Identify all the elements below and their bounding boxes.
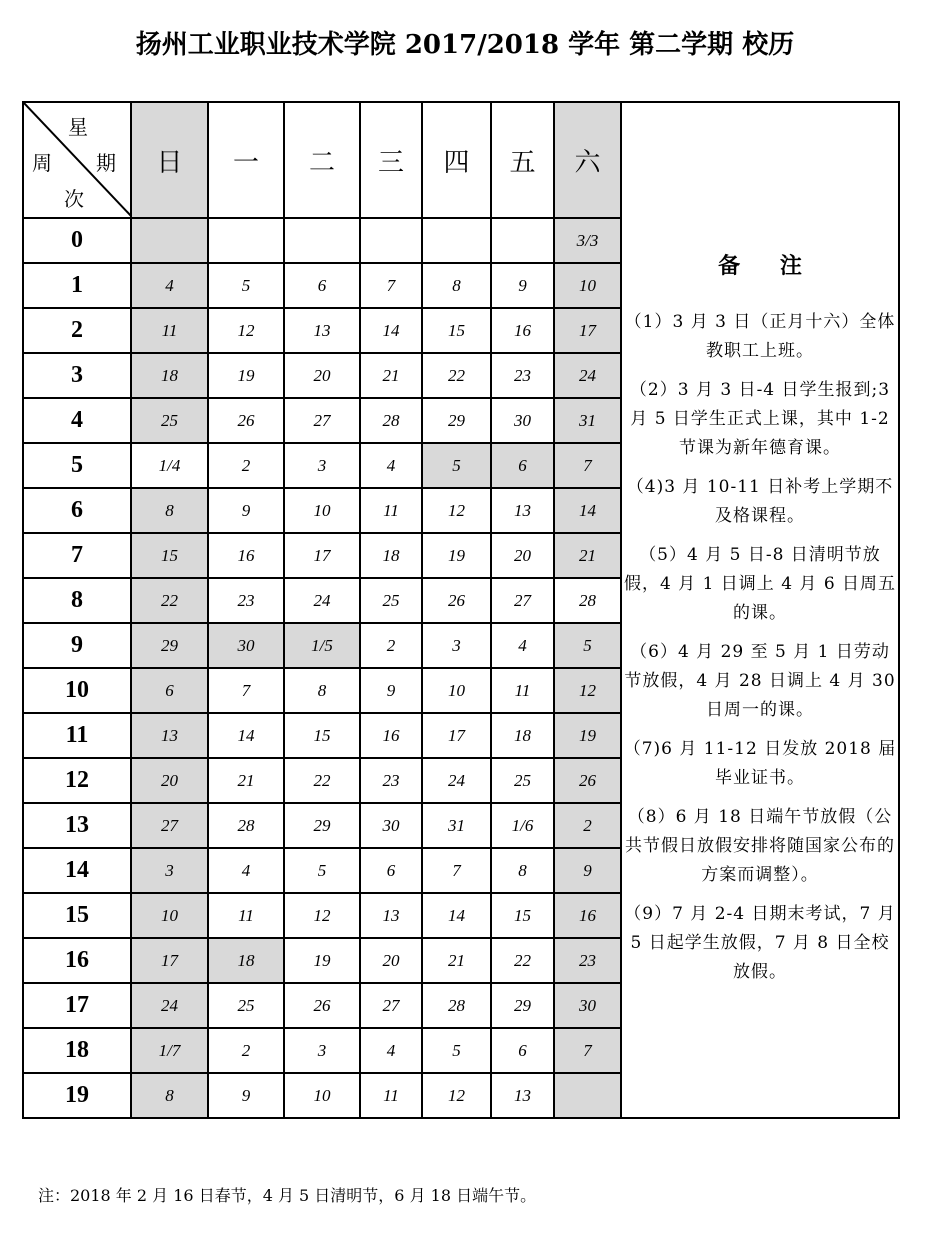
date-cell-mon: 23 bbox=[208, 578, 284, 623]
date-cell-sun: 8 bbox=[131, 1073, 208, 1118]
date-cell-fri: 8 bbox=[491, 848, 554, 893]
date-cell-sat: 16 bbox=[554, 893, 621, 938]
date-cell-sun bbox=[131, 218, 208, 263]
date-cell-wed: 2 bbox=[360, 623, 422, 668]
date-cell-mon: 2 bbox=[208, 443, 284, 488]
date-cell-tue: 5 bbox=[284, 848, 360, 893]
date-cell-sun: 6 bbox=[131, 668, 208, 713]
date-cell-sun: 1/4 bbox=[131, 443, 208, 488]
date-cell-sat: 7 bbox=[554, 1028, 621, 1073]
date-cell-wed: 6 bbox=[360, 848, 422, 893]
date-cell-fri bbox=[491, 218, 554, 263]
date-cell-wed: 11 bbox=[360, 488, 422, 533]
week-number-cell: 5 bbox=[23, 443, 131, 488]
date-cell-sun: 8 bbox=[131, 488, 208, 533]
date-cell-sat: 30 bbox=[554, 983, 621, 1028]
date-cell-tue: 12 bbox=[284, 893, 360, 938]
date-cell-sat: 24 bbox=[554, 353, 621, 398]
date-cell-sun: 10 bbox=[131, 893, 208, 938]
date-cell-mon: 25 bbox=[208, 983, 284, 1028]
date-cell-sun: 25 bbox=[131, 398, 208, 443]
date-cell-fri: 6 bbox=[491, 443, 554, 488]
date-cell-thu: 22 bbox=[422, 353, 491, 398]
date-cell-sun: 1/7 bbox=[131, 1028, 208, 1073]
date-cell-thu: 17 bbox=[422, 713, 491, 758]
week-number-cell: 14 bbox=[23, 848, 131, 893]
date-cell-mon bbox=[208, 218, 284, 263]
date-cell-wed: 11 bbox=[360, 1073, 422, 1118]
date-cell-mon: 21 bbox=[208, 758, 284, 803]
date-cell-wed: 13 bbox=[360, 893, 422, 938]
week-number-cell: 3 bbox=[23, 353, 131, 398]
date-cell-tue: 10 bbox=[284, 488, 360, 533]
date-cell-mon: 7 bbox=[208, 668, 284, 713]
note-item: （9）7 月 2-4 日期末考试，7 月 5 日起学生放假，7 月 8 日全校放假。 bbox=[624, 904, 896, 982]
date-cell-sat: 10 bbox=[554, 263, 621, 308]
date-cell-sun: 4 bbox=[131, 263, 208, 308]
date-cell-sat: 3/3 bbox=[554, 218, 621, 263]
date-cell-thu: 29 bbox=[422, 398, 491, 443]
date-cell-tue: 3 bbox=[284, 443, 360, 488]
date-cell-wed: 20 bbox=[360, 938, 422, 983]
date-cell-tue: 19 bbox=[284, 938, 360, 983]
date-cell-sun: 22 bbox=[131, 578, 208, 623]
date-cell-sat: 12 bbox=[554, 668, 621, 713]
date-cell-thu: 19 bbox=[422, 533, 491, 578]
corner-label-ci: 次 bbox=[64, 187, 84, 211]
header-row bbox=[23, 102, 899, 218]
date-cell-mon: 5 bbox=[208, 263, 284, 308]
date-cell-tue: 10 bbox=[284, 1073, 360, 1118]
notes-title: 备 注 bbox=[718, 253, 818, 279]
day-header-sat: 六 bbox=[554, 102, 621, 218]
note-item: （7)6 月 11-12 日发放 2018 届毕业证书。 bbox=[623, 739, 897, 788]
note-item: （4)3 月 10-11 日补考上学期不及格课程。 bbox=[626, 477, 894, 526]
date-cell-fri: 27 bbox=[491, 578, 554, 623]
corner-label-qi: 期 bbox=[96, 151, 116, 175]
date-cell-sat: 21 bbox=[554, 533, 621, 578]
date-cell-thu: 5 bbox=[422, 443, 491, 488]
date-cell-mon: 30 bbox=[208, 623, 284, 668]
date-cell-tue: 29 bbox=[284, 803, 360, 848]
date-cell-fri: 30 bbox=[491, 398, 554, 443]
date-cell-sat: 5 bbox=[554, 623, 621, 668]
date-cell-tue: 22 bbox=[284, 758, 360, 803]
date-cell-tue: 6 bbox=[284, 263, 360, 308]
date-cell-mon: 18 bbox=[208, 938, 284, 983]
date-cell-mon: 26 bbox=[208, 398, 284, 443]
date-cell-wed: 25 bbox=[360, 578, 422, 623]
date-cell-thu: 31 bbox=[422, 803, 491, 848]
date-cell-fri: 13 bbox=[491, 488, 554, 533]
date-cell-thu: 12 bbox=[422, 1073, 491, 1118]
day-header-thu: 四 bbox=[422, 102, 491, 218]
date-cell-mon: 28 bbox=[208, 803, 284, 848]
date-cell-sat: 7 bbox=[554, 443, 621, 488]
footnote: 注：2018 年 2 月 16 日春节，4 月 5 日清明节，6 月 18 日端午节。 bbox=[38, 1186, 537, 1205]
corner-label-xing: 星 bbox=[68, 115, 88, 139]
week-number-cell: 12 bbox=[23, 758, 131, 803]
date-cell-wed: 28 bbox=[360, 398, 422, 443]
date-cell-mon: 2 bbox=[208, 1028, 284, 1073]
date-cell-wed: 16 bbox=[360, 713, 422, 758]
week-number-cell: 19 bbox=[23, 1073, 131, 1118]
day-header-wed: 三 bbox=[360, 102, 422, 218]
date-cell-wed: 4 bbox=[360, 443, 422, 488]
date-cell-mon: 14 bbox=[208, 713, 284, 758]
date-cell-fri: 13 bbox=[491, 1073, 554, 1118]
date-cell-sat: 28 bbox=[554, 578, 621, 623]
date-cell-wed: 23 bbox=[360, 758, 422, 803]
date-cell-sun: 18 bbox=[131, 353, 208, 398]
date-cell-sun: 13 bbox=[131, 713, 208, 758]
date-cell-thu: 28 bbox=[422, 983, 491, 1028]
week-number-cell: 0 bbox=[23, 218, 131, 263]
date-cell-fri: 16 bbox=[491, 308, 554, 353]
date-cell-thu: 24 bbox=[422, 758, 491, 803]
date-cell-fri: 6 bbox=[491, 1028, 554, 1073]
week-number-cell: 7 bbox=[23, 533, 131, 578]
date-cell-thu: 5 bbox=[422, 1028, 491, 1073]
date-cell-sat: 31 bbox=[554, 398, 621, 443]
date-cell-wed: 27 bbox=[360, 983, 422, 1028]
date-cell-thu: 21 bbox=[422, 938, 491, 983]
date-cell-tue: 26 bbox=[284, 983, 360, 1028]
date-cell-fri: 1/6 bbox=[491, 803, 554, 848]
week-number-cell: 10 bbox=[23, 668, 131, 713]
date-cell-fri: 29 bbox=[491, 983, 554, 1028]
date-cell-sat: 23 bbox=[554, 938, 621, 983]
week-number-cell: 9 bbox=[23, 623, 131, 668]
date-cell-sun: 3 bbox=[131, 848, 208, 893]
week-number-cell: 18 bbox=[23, 1028, 131, 1073]
date-cell-tue bbox=[284, 218, 360, 263]
date-cell-tue: 24 bbox=[284, 578, 360, 623]
week-number-cell: 4 bbox=[23, 398, 131, 443]
week-number-cell: 17 bbox=[23, 983, 131, 1028]
date-cell-wed: 18 bbox=[360, 533, 422, 578]
date-cell-mon: 19 bbox=[208, 353, 284, 398]
date-cell-wed: 14 bbox=[360, 308, 422, 353]
week-number-cell: 16 bbox=[23, 938, 131, 983]
date-cell-thu: 7 bbox=[422, 848, 491, 893]
date-cell-tue: 3 bbox=[284, 1028, 360, 1073]
date-cell-tue: 13 bbox=[284, 308, 360, 353]
day-header-sun: 日 bbox=[131, 102, 208, 218]
date-cell-wed: 21 bbox=[360, 353, 422, 398]
date-cell-tue: 15 bbox=[284, 713, 360, 758]
date-cell-mon: 12 bbox=[208, 308, 284, 353]
date-cell-thu: 15 bbox=[422, 308, 491, 353]
date-cell-wed: 7 bbox=[360, 263, 422, 308]
date-cell-mon: 4 bbox=[208, 848, 284, 893]
date-cell-thu: 10 bbox=[422, 668, 491, 713]
week-number-cell: 15 bbox=[23, 893, 131, 938]
date-cell-sat: 14 bbox=[554, 488, 621, 533]
date-cell-wed bbox=[360, 218, 422, 263]
date-cell-sun: 17 bbox=[131, 938, 208, 983]
date-cell-fri: 4 bbox=[491, 623, 554, 668]
date-cell-thu: 8 bbox=[422, 263, 491, 308]
date-cell-mon: 11 bbox=[208, 893, 284, 938]
date-cell-sun: 29 bbox=[131, 623, 208, 668]
date-cell-fri: 18 bbox=[491, 713, 554, 758]
note-item: （5）4 月 5 日-8 日清明节放假，4 月 1 日调上 4 月 6 日周五的课。 bbox=[623, 545, 897, 623]
date-cell-wed: 30 bbox=[360, 803, 422, 848]
date-cell-sat: 19 bbox=[554, 713, 621, 758]
date-cell-sat bbox=[554, 1073, 621, 1118]
calendar-table bbox=[22, 101, 900, 1119]
date-cell-tue: 1/5 bbox=[284, 623, 360, 668]
date-cell-fri: 11 bbox=[491, 668, 554, 713]
date-cell-tue: 27 bbox=[284, 398, 360, 443]
date-cell-tue: 17 bbox=[284, 533, 360, 578]
date-cell-thu: 12 bbox=[422, 488, 491, 533]
notes-panel bbox=[621, 102, 899, 1118]
date-cell-thu bbox=[422, 218, 491, 263]
date-cell-mon: 9 bbox=[208, 488, 284, 533]
corner-header-cell bbox=[23, 102, 131, 218]
corner-label-zhou: 周 bbox=[32, 151, 52, 175]
date-cell-sun: 15 bbox=[131, 533, 208, 578]
date-cell-fri: 15 bbox=[491, 893, 554, 938]
date-cell-mon: 16 bbox=[208, 533, 284, 578]
date-cell-fri: 20 bbox=[491, 533, 554, 578]
date-cell-sun: 20 bbox=[131, 758, 208, 803]
week-number-cell: 6 bbox=[23, 488, 131, 533]
note-item: （8）6 月 18 日端午节放假（公共节假日放假安排将随国家公布的方案而调整）。 bbox=[625, 807, 895, 885]
date-cell-fri: 22 bbox=[491, 938, 554, 983]
date-cell-sat: 2 bbox=[554, 803, 621, 848]
week-number-cell: 2 bbox=[23, 308, 131, 353]
note-item: （1）3 月 3 日（正月十六）全体教职工上班。 bbox=[624, 312, 896, 361]
date-cell-fri: 23 bbox=[491, 353, 554, 398]
week-number-cell: 13 bbox=[23, 803, 131, 848]
date-cell-sat: 26 bbox=[554, 758, 621, 803]
note-item: （2）3 月 3 日-4 日学生报到;3 月 5 日学生正式上课，其中 1-2 节课为新年德育课。 bbox=[629, 380, 891, 458]
day-header-fri: 五 bbox=[491, 102, 554, 218]
date-cell-sat: 9 bbox=[554, 848, 621, 893]
date-cell-thu: 14 bbox=[422, 893, 491, 938]
date-cell-tue: 8 bbox=[284, 668, 360, 713]
week-number-cell: 11 bbox=[23, 713, 131, 758]
date-cell-thu: 26 bbox=[422, 578, 491, 623]
date-cell-sat: 17 bbox=[554, 308, 621, 353]
date-cell-tue: 20 bbox=[284, 353, 360, 398]
date-cell-sun: 11 bbox=[131, 308, 208, 353]
date-cell-thu: 3 bbox=[422, 623, 491, 668]
date-cell-mon: 9 bbox=[208, 1073, 284, 1118]
day-header-tue: 二 bbox=[284, 102, 360, 218]
day-header-mon: 一 bbox=[208, 102, 284, 218]
date-cell-wed: 4 bbox=[360, 1028, 422, 1073]
date-cell-fri: 25 bbox=[491, 758, 554, 803]
note-item: （6）4 月 29 至 5 月 1 日劳动节放假，4 月 28 日调上 4 月 30 日周一的课。 bbox=[624, 642, 896, 720]
date-cell-sun: 24 bbox=[131, 983, 208, 1028]
week-number-cell: 8 bbox=[23, 578, 131, 623]
week-number-cell: 1 bbox=[23, 263, 131, 308]
date-cell-fri: 9 bbox=[491, 263, 554, 308]
page-title: 扬州工业职业技术学院 2017/2018 学年 第二学期 校历 bbox=[135, 30, 795, 60]
date-cell-wed: 9 bbox=[360, 668, 422, 713]
date-cell-sun: 27 bbox=[131, 803, 208, 848]
